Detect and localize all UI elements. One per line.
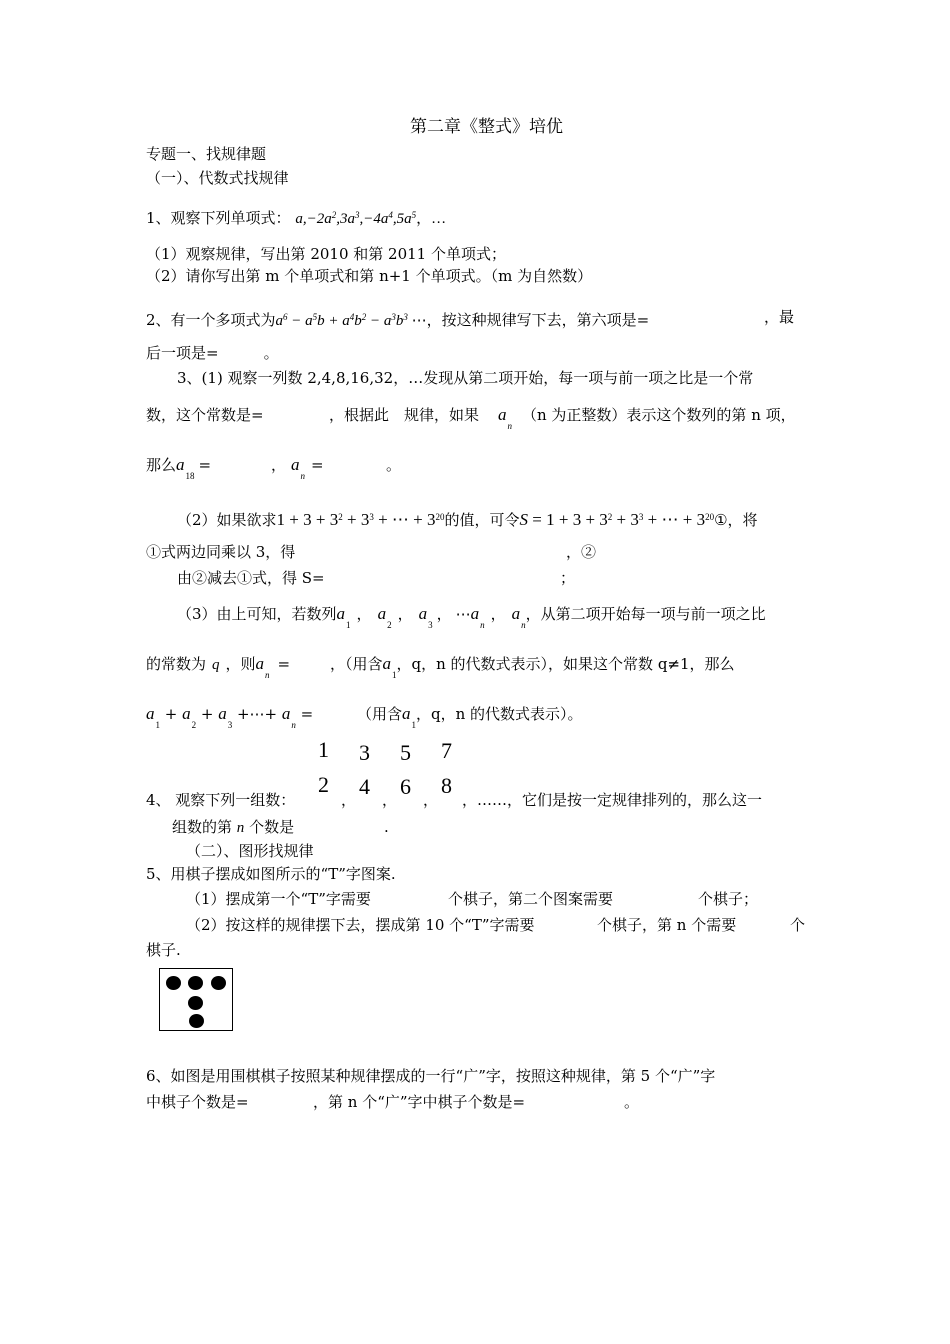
q4-comma-2: ， <box>382 791 398 809</box>
q3-line1: 3、(1) 观察一列数 2,4,8,16,32，…发现从第二项开始，每一项与前一项之比是一个常 <box>177 369 754 387</box>
q3-line2a: 数，这个常数是= <box>146 406 264 424</box>
q3-line7: （3）由上可知，若数列$a_1$， $a_2$， $a_3$， $\cdots a_n$， $a_n$，从第二项开始每一项与前一项之比 <box>177 604 766 630</box>
q5-part1c: 个棋子； <box>698 890 759 908</box>
q3-s-expression: $S = 1 + 3 + 3^2 + 3^3$ + ⋯ + $3^{20}$ <box>519 510 715 529</box>
q2-stem: 2、有一个多项式为 <box>146 311 276 329</box>
q4-numerator-3: 5 <box>400 740 411 765</box>
go-stone <box>189 1014 204 1028</box>
q3-line8b: ，则 <box>225 655 256 673</box>
q4-line2c: . <box>384 818 389 836</box>
q3-line5a: ①式两边同乘以 3，得 <box>146 543 296 561</box>
q3-line4a: （2）如果欲求 <box>177 511 277 529</box>
q4-line2a: 组数的第 <box>172 818 233 836</box>
q6-line2c: 。 <box>624 1093 640 1111</box>
go-stone <box>188 976 203 990</box>
section-heading-1: （一）、代数式找规律 <box>146 169 289 187</box>
q4-ellipsis: ，……，它们是按一定规律排列的，那么这一 <box>462 791 763 809</box>
t-shape-figure <box>159 968 233 1031</box>
q5-part1b: 个棋子，第二个图案需要 <box>448 890 614 908</box>
q4-numerator-4: 7 <box>441 738 452 763</box>
q1-part1: （1）观察规律，写出第 2010 和第 2011 个单项式； <box>146 245 506 263</box>
q3-line7b: ，从第二项开始每一项与前一项之比 <box>525 605 766 623</box>
q3-line3c: 。 <box>386 456 402 474</box>
q3-line4 <box>177 507 758 530</box>
q3-line8c: ，（用含 <box>330 655 383 673</box>
q3-line7a: （3）由上可知，若数列 <box>177 605 337 623</box>
q3-line3: 那么$a_{18}=$ <box>146 455 212 481</box>
q4-stem: 4、 观察下列一组数： <box>146 791 296 809</box>
q3-an-2: $a_n=$ <box>291 455 324 481</box>
q3-line4c: ①，将 <box>714 511 758 529</box>
q4-denominator-2: 4 <box>359 774 370 799</box>
q2-polynomial: $a^6 - a^5b + a^4b^2 - a^3b^3$ ⋯ <box>275 312 427 329</box>
q1-stem: 1、观察下列单项式： <box>146 209 291 227</box>
q5-part3: 棋子. <box>146 941 181 959</box>
q2-mid: ，按这种规律写下去，第六项是= <box>426 311 650 329</box>
q3-an-1: $a_n$ <box>498 405 512 431</box>
q4-line2b: 个数是 <box>249 818 295 836</box>
q5-part2a: （2）按这样的规律摆下去，摆成第 10 个“T”字需要 <box>186 916 535 934</box>
q3-line6a: 由②减去①式，得 S= <box>177 569 325 587</box>
q3-q: q <box>212 657 220 673</box>
q3-line9-sum: $a_1 + a_2 + a_3$ +⋯+ $a_n$ = <box>146 704 314 730</box>
q3-line3b: ， <box>271 456 287 474</box>
q1-series: $a,-2a^2,3a^3,-4a^4,5a^5$，… <box>295 210 447 227</box>
q3-line4b: 的值，可令 <box>444 511 520 529</box>
q3-line5b: ，② <box>566 543 597 561</box>
q4-comma-3: ， <box>423 791 439 809</box>
topic-heading: 专题一、找规律题 <box>146 145 267 163</box>
q2-line2: 后一项是= 。 <box>146 344 279 362</box>
q3-line9: （用含$a_1$，q，n 的代数式表示）。 <box>357 704 583 730</box>
q3-line8-rest: ，（用含$a_1$，q，n 的代数式表示），如果这个常数 q≠1，那么 <box>330 654 735 680</box>
q4-n: n <box>236 820 245 836</box>
q4-numerator-2: 3 <box>359 740 370 765</box>
q1-part2: （2）请你写出第 m 个单项式和第 n+1 个单项式。（m 为自然数） <box>146 267 593 285</box>
go-stone <box>166 976 181 990</box>
q4-denominator-1: 2 <box>318 772 329 797</box>
q3-line2b: ，根据此 规律，如果 <box>329 406 480 424</box>
q6-line1: 6、如图是用围棋棋子按照某种规律摆成的一行“广”字，按照这种规律，第 5 个“广”字 <box>146 1067 716 1085</box>
page-title: 第二章《整式》培优 <box>410 117 563 137</box>
q6-line2a: 中棋子个数是= <box>146 1093 249 1111</box>
q6-line2b: ，第 n 个“广”字中棋子个数是= <box>313 1093 526 1111</box>
q3-line3a: 那么 <box>146 456 177 474</box>
section-heading-2: （二）、图形找规律 <box>186 842 314 860</box>
q1-line <box>146 205 446 229</box>
q3-line2c: （n 为正整数）表示这个数列的第 n 项， <box>522 406 796 424</box>
q5-part1a: （1）摆成第一个“T”字需要 <box>186 890 371 908</box>
q3-line8a: 的常数为 <box>146 655 207 673</box>
q2-tail: ，最 <box>764 308 795 326</box>
q3-line8d: ，q，n 的代数式表示），如果这个常数 q≠1，那么 <box>396 655 735 673</box>
go-stone <box>188 996 203 1010</box>
q4-denominator-3: 6 <box>400 774 411 799</box>
q3-line9b: （用含 <box>357 705 403 723</box>
q5-stem: 5、用棋子摆成如图所示的“T”字图案. <box>146 865 396 883</box>
q5-part2c: 个 <box>790 916 806 934</box>
go-stone <box>211 976 226 990</box>
q3-line8: 的常数为 q ，则$a_n=$ <box>146 654 291 680</box>
q4-denominator-4: 8 <box>441 773 452 798</box>
q4-line2 <box>172 817 294 838</box>
q4-comma-1: ， <box>341 791 357 809</box>
q4-numerator-1: 1 <box>318 737 329 762</box>
q2-line1 <box>146 307 649 331</box>
q3-line9c: ，q，n 的代数式表示）。 <box>416 705 583 723</box>
q3-sum-expression: $1 + 3 + 3^2 + 3^3$ + ⋯ + $3^{20}$ <box>276 510 445 529</box>
q3-line6b: ； <box>560 569 576 587</box>
q5-part2b: 个棋子，第 n 个需要 <box>597 916 737 934</box>
